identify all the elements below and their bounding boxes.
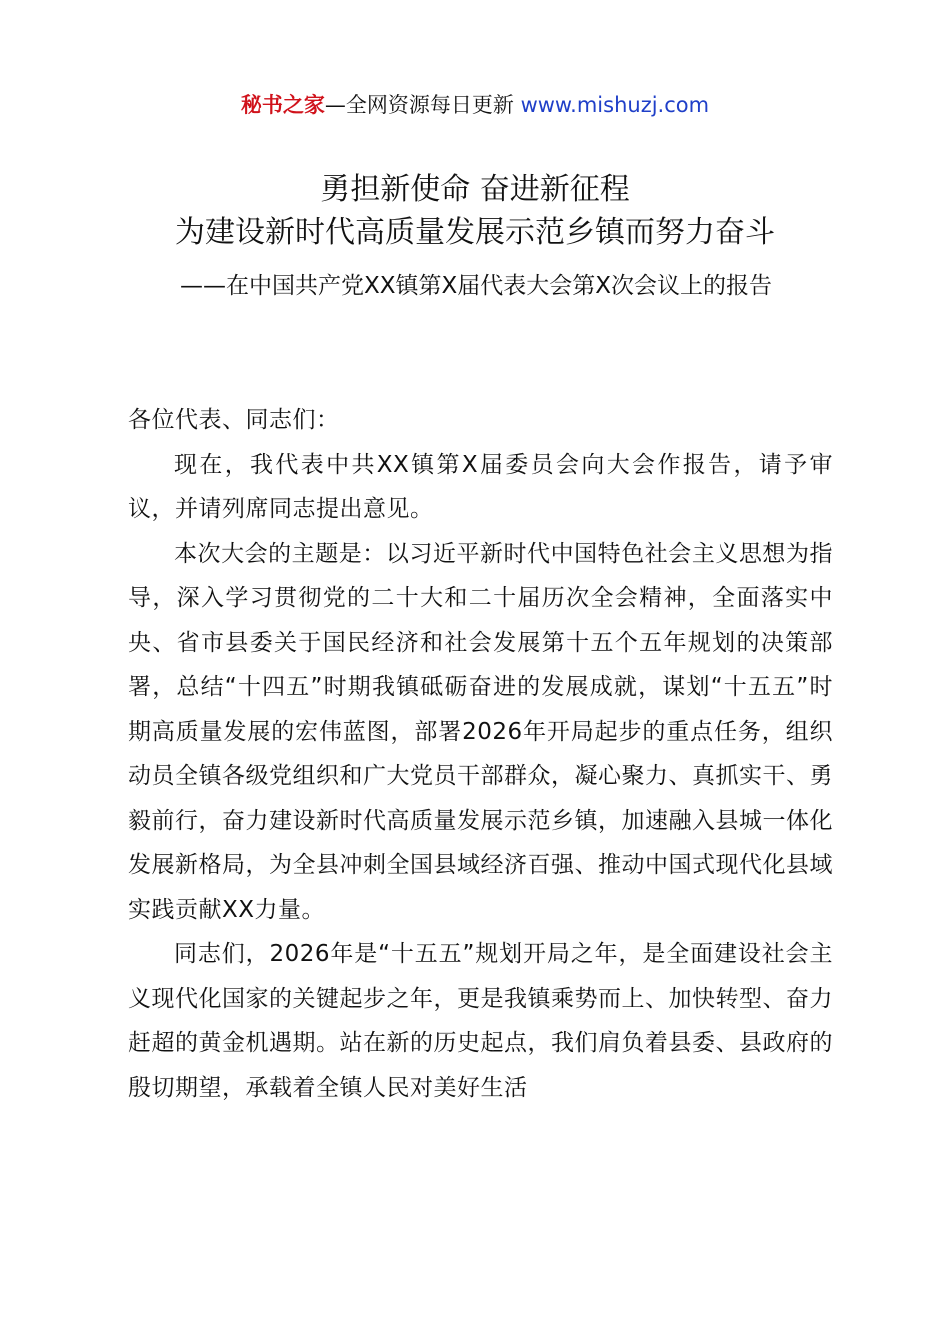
body-paragraph: 本次大会的主题是：以习近平新时代中国特色社会主义思想为指导，深入学习贯彻党的二十大和二十届历次全会精神，全面落实中央、省市县委关于国民经济和社会发展第十五个五年规划的决策部署，总结“十四五”时期我镇砥砺奋进的发展成就，谋划“十五五”时期高质量发展的宏伟蓝图，部署2026年开局起步的重点任务，组织动员全镇各级党组织和广大党员干部群众，凝心聚力、真抓实干、勇毅前行，奋力建设新时代高质量发展示范乡镇，加速融入县城一体化发展新格局，为全县冲刺全国县域经济百强、推动中国式现代化县域实践贡献XX力量。	[128, 540, 833, 923]
document-body	[128, 398, 833, 1110]
site-brand: 秘书之家	[240, 93, 325, 117]
site-header	[0, 88, 950, 122]
title-line-2: 为建设新时代高质量发展示范乡镇而努力奋斗	[175, 215, 775, 250]
site-tagline: —全网资源每日更新	[324, 93, 514, 117]
document-subtitle: ——在中国共产党XX镇第X届代表大会第X次会议上的报告	[180, 273, 773, 299]
site-url-link[interactable]: www.mishuzj.com	[520, 93, 710, 117]
salutation: 各位代表、同志们：	[128, 407, 340, 433]
body-paragraph: 同志们，2026年是“十五五”规划开局之年，是全面建设社会主义现代化国家的关键起步之年，更是我镇乘势而上、加快转型、奋力赶超的黄金机遇期。站在新的历史起点，我们肩负着县委、县政府的殷切期望，承载着全镇人民对美好生活	[128, 941, 833, 1101]
body-paragraph: 现在，我代表中共XX镇第X届委员会向大会作报告，请予审议，并请列席同志提出意见。	[128, 451, 833, 522]
document-title	[0, 170, 950, 253]
title-line-1: 勇担新使命 奋进新征程	[320, 172, 630, 207]
